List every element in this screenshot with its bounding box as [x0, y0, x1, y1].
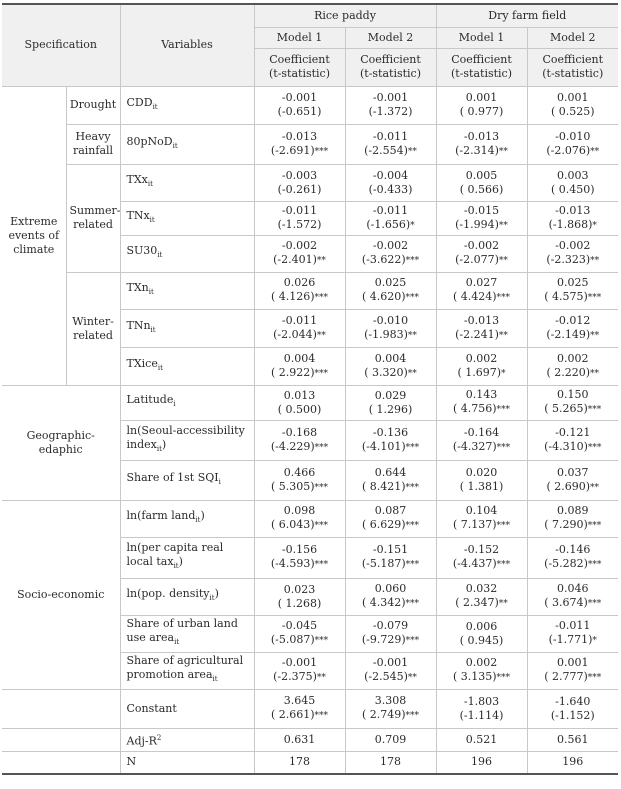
coefficient-cell: -0.001 (-0.651) — [254, 86, 345, 124]
table-row — [2, 689, 618, 728]
table-row — [2, 164, 618, 201]
variable-name: Share of agricultural promotion area$_{it}$ — [120, 652, 254, 689]
coefficient-cell: -0.002 (-3.622)*** — [345, 235, 436, 272]
table-row — [2, 385, 618, 420]
variable-subscript: it — [195, 516, 201, 525]
table-row — [2, 124, 618, 164]
coefficient-cell: 0.150 ( 5.265)*** — [527, 385, 618, 420]
coefficient-cell: 0.104 ( 7.137)*** — [436, 500, 527, 537]
coefficient-cell: 0.466 ( 5.305)*** — [254, 460, 345, 500]
variables-header: Variables — [120, 4, 254, 86]
coefficient-cell: -0.156 (-4.593)*** — [254, 537, 345, 578]
coefficient-cell: 0.521 — [436, 728, 527, 751]
coefficient-cell: 0.001 ( 0.977) — [436, 86, 527, 124]
variable-subscript: it — [150, 326, 156, 335]
coefficient-cell: 0.013 ( 0.500) — [254, 385, 345, 420]
coefficient-cell: 0.027 ( 4.424)*** — [436, 272, 527, 309]
empty-group-cell — [2, 689, 120, 728]
coefficient-cell: 3.645 ( 2.661)*** — [254, 689, 345, 728]
geographic-edaphic-group: Geographic-edaphic — [2, 385, 120, 500]
coefficient-cell: -0.013 (-1.868)* — [527, 201, 618, 235]
coefficient-cell: -1.803 (-1.114) — [436, 689, 527, 728]
variable-name: TXn$_{it}$ — [120, 272, 254, 309]
coefficient-cell: -0.012 (-2.149)** — [527, 309, 618, 347]
variable-subscript: it — [148, 288, 154, 297]
variable-subscript: i — [173, 400, 176, 409]
coefficient-cell: 0.037 ( 2.690)** — [527, 460, 618, 500]
coefficient-cell: 0.001 ( 0.525) — [527, 86, 618, 124]
variable-name: N — [120, 751, 254, 774]
coefficient-cell: 0.001 ( 2.777)*** — [527, 652, 618, 689]
coefficient-cell: 0.644 ( 8.421)*** — [345, 460, 436, 500]
variable-name: ln(per capita real local tax$_{it}$) — [120, 537, 254, 578]
coefficient-cell: -0.011 (-1.656)* — [345, 201, 436, 235]
model-header: Model 2 — [527, 27, 618, 48]
variable-name: TNx$_{it}$ — [120, 201, 254, 235]
coef-header: Coefficient (t-statistic) — [436, 48, 527, 86]
coefficient-cell: -0.168 (-4.229)*** — [254, 420, 345, 460]
coefficient-cell: -0.003 (-0.261) — [254, 164, 345, 201]
coefficient-cell: 0.025 ( 4.620)*** — [345, 272, 436, 309]
socio-economic-group: Socio-economic — [2, 500, 120, 689]
variable-subscript: it — [172, 142, 178, 151]
specification-header: Specification — [2, 4, 120, 86]
table-row — [2, 500, 618, 537]
coefficient-cell: -0.004 (-0.433) — [345, 164, 436, 201]
coefficient-cell: -0.002 (-2.323)** — [527, 235, 618, 272]
variable-name: TXice$_{it}$ — [120, 347, 254, 385]
model-header: Model 1 — [436, 27, 527, 48]
coefficient-cell: 0.006 ( 0.945) — [436, 615, 527, 652]
variable-subscript: it — [173, 562, 179, 571]
heavy-rainfall-subgroup: Heavy rainfall — [66, 124, 120, 164]
coefficient-cell: -0.011 (-2.554)** — [345, 124, 436, 164]
coefficient-cell: 196 — [436, 751, 527, 774]
coefficient-cell: 0.029 ( 1.296) — [345, 385, 436, 420]
dry-farm-header: Dry farm field — [436, 4, 618, 27]
coefficient-cell: 0.561 — [527, 728, 618, 751]
variable-name: Latitude$_i$ — [120, 385, 254, 420]
winter-related-subgroup: Winter-related — [66, 272, 120, 385]
variable-name: ln(farm land$_{it}$) — [120, 500, 254, 537]
coefficient-cell: 0.060 ( 4.342)*** — [345, 578, 436, 615]
variable-name: ln(pop. density$_{it}$) — [120, 578, 254, 615]
variable-name: $SU30_{it}$ — [120, 235, 254, 272]
variable-subscript: it — [209, 594, 215, 603]
coefficient-cell: -0.001 (-2.375)** — [254, 652, 345, 689]
variable-subscript: it — [156, 445, 162, 454]
coefficient-cell: -0.002 (-2.077)** — [436, 235, 527, 272]
variable-subscript: it — [152, 103, 158, 112]
variable-subscript: i — [218, 478, 221, 487]
coef-header: Coefficient (t-statistic) — [254, 48, 345, 86]
coefficient-cell: 0.002 ( 1.697)* — [436, 347, 527, 385]
coefficient-cell: -0.013 (-2.314)** — [436, 124, 527, 164]
variable-subscript: it — [157, 251, 163, 260]
empty-group-cell — [2, 751, 120, 774]
coefficient-cell: 0.046 ( 3.674)*** — [527, 578, 618, 615]
coefficient-cell: -0.011 (-1.771)* — [527, 615, 618, 652]
table-row — [2, 728, 618, 751]
variable-subscript: it — [147, 180, 153, 189]
coefficient-cell: 0.002 ( 2.220)** — [527, 347, 618, 385]
coefficient-cell: -1.640 (-1.152) — [527, 689, 618, 728]
coefficient-cell: -0.013 (-2.691)*** — [254, 124, 345, 164]
coefficient-cell: 0.143 ( 4.756)*** — [436, 385, 527, 420]
coefficient-cell: -0.010 (-2.076)** — [527, 124, 618, 164]
variable-subscript: it — [212, 675, 218, 684]
table-row — [2, 272, 618, 309]
coefficient-cell: -0.164 (-4.327)*** — [436, 420, 527, 460]
coefficient-cell: -0.136 (-4.101)*** — [345, 420, 436, 460]
coefficient-cell: 0.025 ( 4.575)*** — [527, 272, 618, 309]
coefficient-cell: 0.023 ( 1.268) — [254, 578, 345, 615]
coefficient-cell: 178 — [254, 751, 345, 774]
coefficient-cell: 0.032 ( 2.347)** — [436, 578, 527, 615]
variable-name: Share of 1st $SQI_i$ — [120, 460, 254, 500]
table-row — [2, 751, 618, 774]
coefficient-cell: 0.003 ( 0.450) — [527, 164, 618, 201]
coefficient-cell: -0.152 (-4.437)*** — [436, 537, 527, 578]
coefficient-cell: 196 — [527, 751, 618, 774]
coefficient-cell: -0.010 (-1.983)** — [345, 309, 436, 347]
variable-subscript: it — [157, 364, 163, 373]
coefficient-cell: -0.001 (-1.372) — [345, 86, 436, 124]
summer-related-subgroup: Summer-related — [66, 164, 120, 272]
coefficient-cell: 0.020 ( 1.381) — [436, 460, 527, 500]
coef-header: Coefficient (t-statistic) — [345, 48, 436, 86]
variable-subscript: it — [149, 216, 155, 225]
coefficient-cell: 0.709 — [345, 728, 436, 751]
variable-name: 80pNoD$_{it}$ — [120, 124, 254, 164]
coefficient-cell: 0.098 ( 6.043)*** — [254, 500, 345, 537]
coefficient-cell: 0.089 ( 7.290)*** — [527, 500, 618, 537]
variable-name: ln(Seoul-accessibility index$_{it}$) — [120, 420, 254, 460]
coefficient-cell: 0.002 ( 3.135)*** — [436, 652, 527, 689]
coefficient-cell: -0.011 (-1.572) — [254, 201, 345, 235]
coefficient-cell: -0.151 (-5.187)*** — [345, 537, 436, 578]
coefficient-cell: 3.308 ( 2.749)*** — [345, 689, 436, 728]
coefficient-cell: 0.631 — [254, 728, 345, 751]
model-header: Model 2 — [345, 27, 436, 48]
coefficient-cell: -0.002 (-2.401)** — [254, 235, 345, 272]
coefficient-cell: -0.001 (-2.545)** — [345, 652, 436, 689]
coefficient-cell: 0.087 ( 6.629)*** — [345, 500, 436, 537]
coefficient-cell: -0.079 (-9.729)*** — [345, 615, 436, 652]
coefficient-cell: -0.011 (-2.044)** — [254, 309, 345, 347]
coefficient-cell: 0.004 ( 2.922)*** — [254, 347, 345, 385]
variable-subscript: it — [174, 638, 180, 647]
regression-results-table — [2, 3, 618, 775]
drought-subgroup: Drought — [66, 86, 120, 124]
coefficient-cell: -0.015 (-1.994)** — [436, 201, 527, 235]
coefficient-cell: -0.146 (-5.282)*** — [527, 537, 618, 578]
variable-name: TNn$_{it}$ — [120, 309, 254, 347]
model-header: Model 1 — [254, 27, 345, 48]
variable-name: TXx$_{it}$ — [120, 164, 254, 201]
coefficient-cell: 0.004 ( 3.320)** — [345, 347, 436, 385]
table-row — [2, 86, 618, 124]
coefficient-cell: -0.013 (-2.241)** — [436, 309, 527, 347]
coefficient-cell: 178 — [345, 751, 436, 774]
coefficient-cell: -0.045 (-5.087)*** — [254, 615, 345, 652]
coefficient-cell: -0.121 (-4.310)*** — [527, 420, 618, 460]
variable-name: Adj-$R^2$ — [120, 728, 254, 751]
coef-header: Coefficient (t-statistic) — [527, 48, 618, 86]
coefficient-cell: 0.005 ( 0.566) — [436, 164, 527, 201]
extreme-climate-group: Extreme events of climate — [2, 86, 66, 385]
variable-name: Constant — [120, 689, 254, 728]
variable-name: Share of urban land use area$_{it}$ — [120, 615, 254, 652]
variable-name: $CDD_{it}$ — [120, 86, 254, 124]
empty-group-cell — [2, 728, 120, 751]
rice-paddy-header: Rice paddy — [254, 4, 436, 27]
coefficient-cell: 0.026 ( 4.126)*** — [254, 272, 345, 309]
